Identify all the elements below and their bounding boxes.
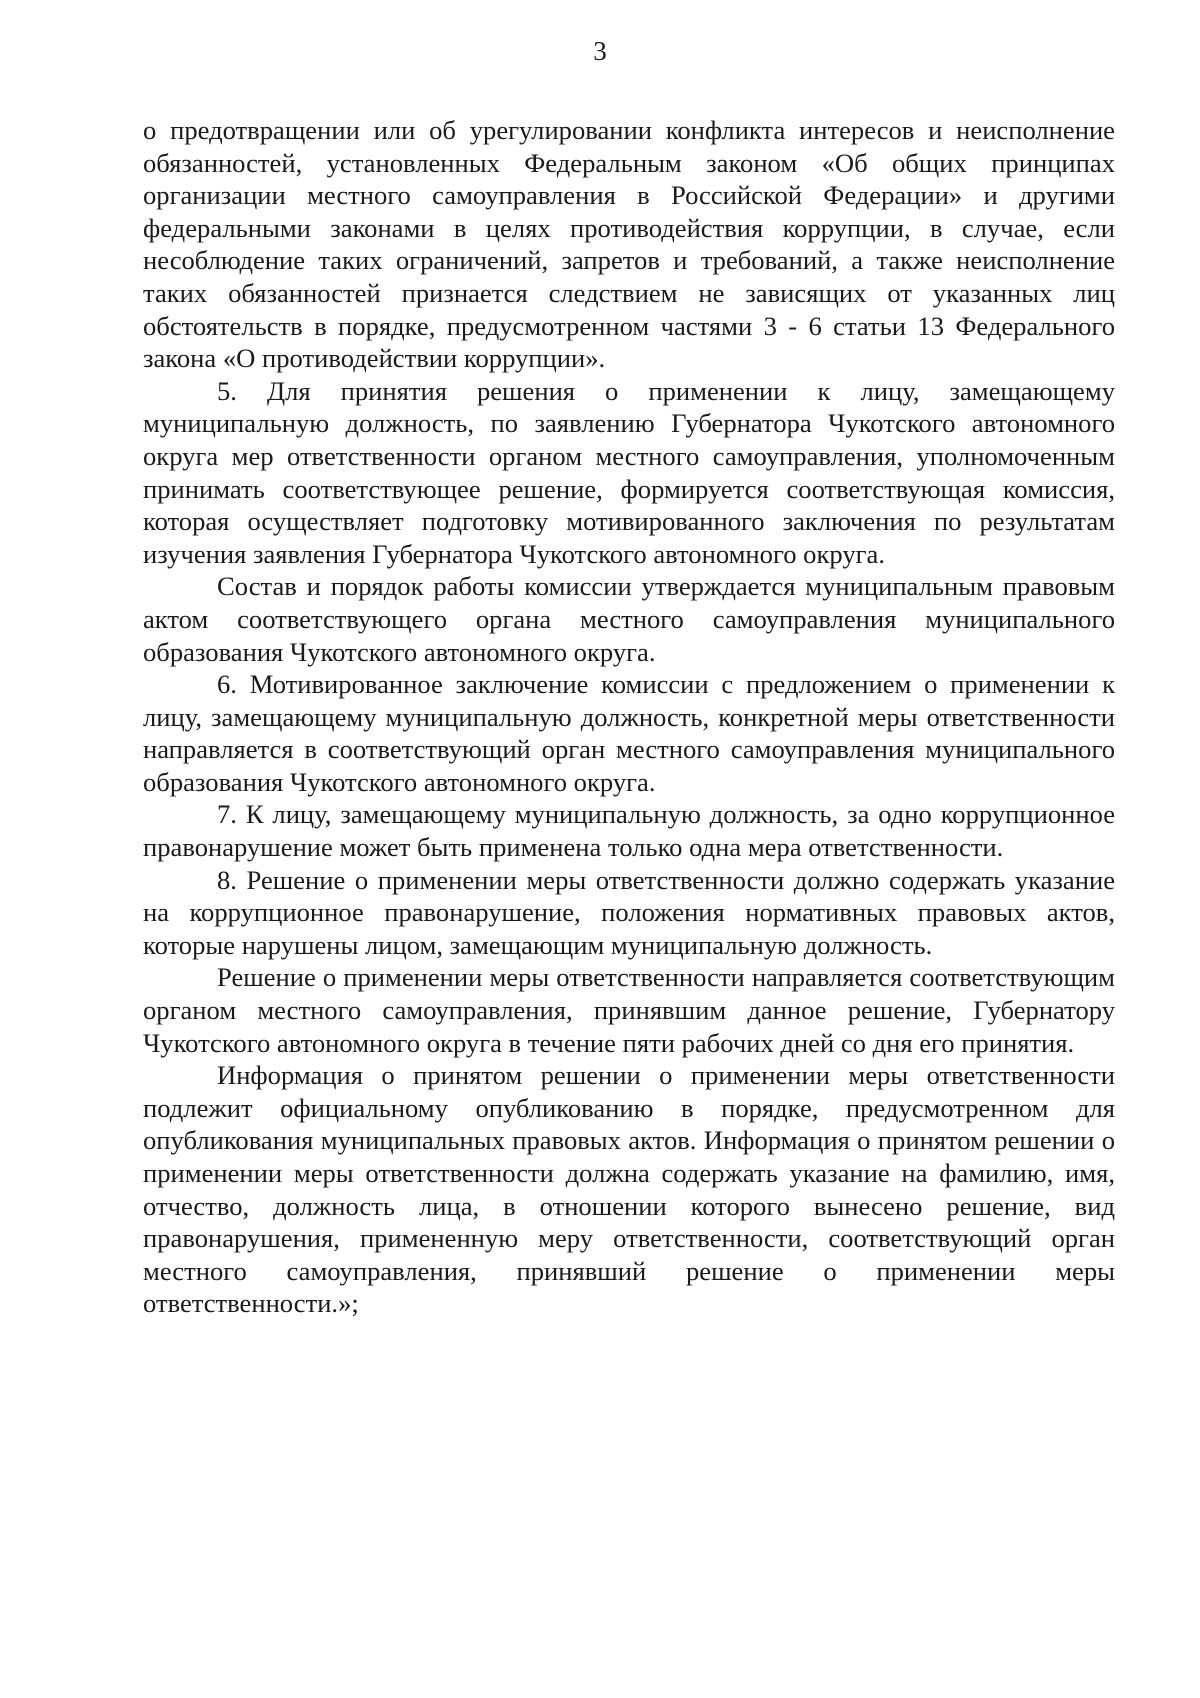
paragraph-commission-composition: Состав и порядок работы комиссии утверждается муниципальным правовым актом соответствующего органа местного самоуправления муниципального образования Чукотского автономного округа. — [143, 571, 1115, 667]
document-body — [143, 114, 1115, 1320]
page-number: 3 — [593, 36, 607, 66]
paragraph-item-5: 5. Для принятия решения о применении к лицу, замещающему муниципальную должность, по заявлению Губернатора Чукотского автономного округа мер ответственности органом местного самоуправления, уполномоченным принимать соответствующее решение, формируется соответствующая комиссия, которая осуществляет подготовку мотивированного заключения по результатам изучения заявления Губернатора Чукотского автономного округа. — [143, 375, 1115, 569]
paragraph-decision-sent: Решение о применении меры ответственности направляется соответствующим органом местного самоуправления, принявшим данное решение, Губернатору Чукотского автономного округа в течение пяти рабочих дней со дня его принятия. — [143, 962, 1115, 1058]
paragraph-item-6: 6. Мотивированное заключение комиссии с предложением о применении к лицу, замещающему муниципальную должность, конкретной меры ответственности направляется в соответствующий орган местного самоуправления муниципального образования Чукотского автономного округа. — [143, 669, 1115, 797]
paragraph-publication: Информация о принятом решении о применении меры ответственности подлежит официальному опубликованию в порядке, предусмотренном для опубликования муниципальных правовых актов. Информация о принятом решении о применении меры ответственности должна содержать указание на фамилию, имя, отчество, должность лица, в отношении которого вынесено решение, вид правонарушения, примененную меру ответственности, соответствующий орган местного самоуправления, принявший решение о применении меры ответственности.»; — [143, 1060, 1115, 1319]
paragraph-item-7: 7. К лицу, замещающему муниципальную должность, за одно коррупционное правонарушение может быть применена только одна мера ответственности. — [143, 799, 1115, 863]
paragraph-continuation: о предотвращении или об урегулировании конфликта интересов и неисполнение обязанностей, установленных Федеральным законом «Об общих принципах организации местного самоуправления в Российской Федерации» и другими федеральными законами в целях противодействия коррупции, в случае, если несоблюдение таких ограничений, запретов и требований, а также неисполнение таких обязанностей признается следствием не зависящих от указанных лиц обстоятельств в порядке, предусмотренном частями 3 - 6 статьи 13 Федерального закона «О противодействии коррупции». — [143, 115, 1115, 374]
paragraph-item-8: 8. Решение о применении меры ответственности должно содержать указание на коррупционное правонарушение, положения нормативных правовых актов, которые нарушены лицом, замещающим муниципальную должность. — [143, 864, 1115, 960]
